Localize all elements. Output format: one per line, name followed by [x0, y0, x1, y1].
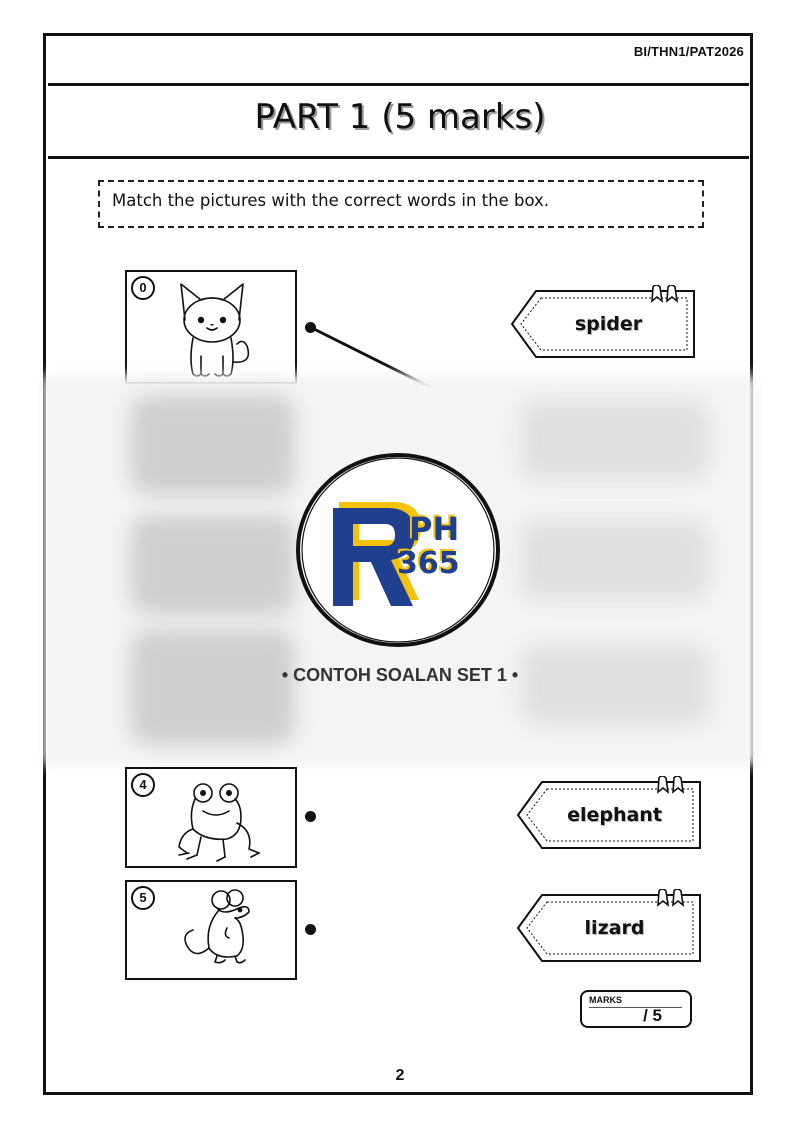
watermark-caption: • CONTOH SOALAN SET 1 • [281, 665, 519, 685]
word-tag-elephant[interactable] [514, 776, 709, 854]
marks-value: / 5 [643, 1006, 662, 1025]
header-rule-bottom [48, 156, 749, 159]
marks-box [580, 990, 692, 1028]
word-label: elephant [567, 804, 662, 826]
marks-divider [589, 1007, 682, 1008]
blurred-word-tag [520, 520, 710, 600]
picture-box-frog [125, 767, 297, 868]
picture-box-cat [125, 270, 297, 384]
mouse-icon [177, 886, 267, 976]
instruction-text: Match the pictures with the correct words in the box. [112, 191, 550, 210]
part-title: PART 1 (5 marks) [254, 97, 546, 137]
paper-code: BI/THN1/PAT2026 [633, 44, 744, 59]
watermark-logo [293, 450, 503, 650]
marks-label: MARKS [589, 995, 622, 1005]
frog-icon [175, 773, 265, 865]
word-tag-lizard[interactable] [514, 889, 709, 967]
word-label: spider [574, 313, 643, 335]
blurred-picture [130, 515, 295, 615]
blurred-picture [130, 395, 295, 495]
word-tag-spider[interactable] [508, 285, 703, 363]
logo-text-top: PH [409, 510, 460, 548]
blurred-picture [130, 630, 295, 745]
page-number: 2 [395, 1067, 405, 1084]
blurred-word-tag [520, 400, 710, 480]
question-number: 4 [131, 773, 155, 797]
match-dot[interactable] [305, 811, 316, 822]
instruction-box [98, 180, 704, 228]
match-dot[interactable] [305, 924, 316, 935]
header-rule-top [48, 83, 749, 86]
question-number: 0 [131, 276, 155, 300]
picture-box-mouse [125, 880, 297, 980]
logo-text-bottom: 365 [397, 546, 460, 581]
word-label: lizard [584, 917, 645, 939]
cat-icon [167, 276, 257, 380]
question-number: 5 [131, 886, 155, 910]
